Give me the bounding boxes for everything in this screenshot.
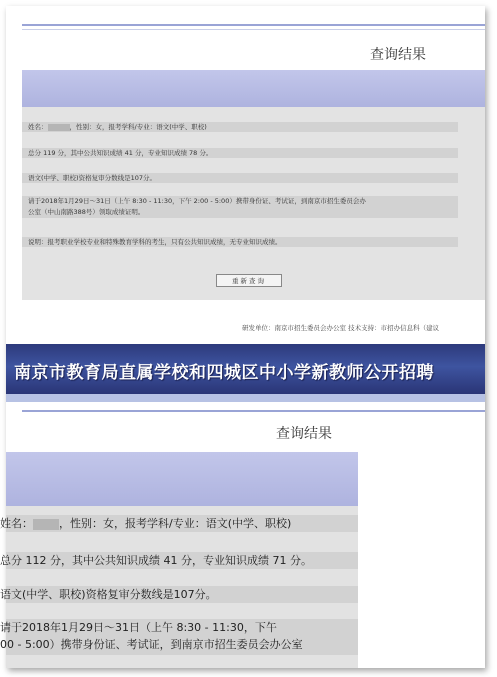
banner-underline — [6, 394, 485, 402]
header-rule-thin — [22, 29, 485, 30]
redacted-name-2 — [33, 519, 59, 530]
header-rule — [22, 24, 485, 26]
page-title: 查询结果 — [370, 47, 426, 63]
page-title-2: 查询结果 — [276, 426, 332, 442]
requery-button[interactable]: 重新查询 — [216, 274, 282, 287]
row-total-score-2: 总分 112 分，其中公共知识成绩 41 分，专业知识成绩 71 分。 — [6, 552, 358, 569]
banner-title: 南京市教育局直属学校和四城区中小学新教师公开招聘 — [14, 363, 434, 383]
row-cutoff-2: 语文(中学、职校)资格复审分数线是107分。 — [6, 586, 358, 603]
footer-credits: 研发单位：南京市招生委员会办公室 技术支持：市招办信息科（建议 — [242, 324, 440, 332]
row-cutoff: 语文(中学、职校)资格复审分数线是107分。 — [22, 173, 458, 183]
row-instruction: 请于2018年1月29日～31日（上午 8:30 - 11:30，下午 2:00 - 5:00）携带身份证、考试证，到南京市招生委员会办 公室（中山南路388号）领取成绩证明。 — [22, 196, 458, 218]
result-header-band-2 — [6, 452, 358, 506]
row-name-gender-2: 姓名： ，性别：女，报考学科/专业：语文(中学、职校) — [6, 515, 358, 532]
recruitment-banner — [6, 344, 485, 394]
row-name-gender: 姓名： ，性别：女，报考学科/专业：语文(中学、职校) — [22, 122, 458, 132]
redacted-name — [48, 124, 70, 131]
row-note: 说明：报考职业学校专业和特殊教育学科的考生，只有公共知识成绩，无专业知识成绩。 — [22, 237, 458, 247]
header-rule-2 — [22, 410, 485, 412]
row-total-score: 总分 119 分，其中公共知识成绩 41 分，专业知识成绩 78 分。 — [22, 148, 458, 158]
result-header-band — [22, 70, 485, 107]
row-instruction-2: 请于2018年1月29日～31日（上午 8:30 - 11:30，下午 00 - 5:00）携带身份证、考试证，到南京市招生委员会办公室 — [6, 619, 358, 655]
screenshot-frame — [0, 6, 485, 668]
